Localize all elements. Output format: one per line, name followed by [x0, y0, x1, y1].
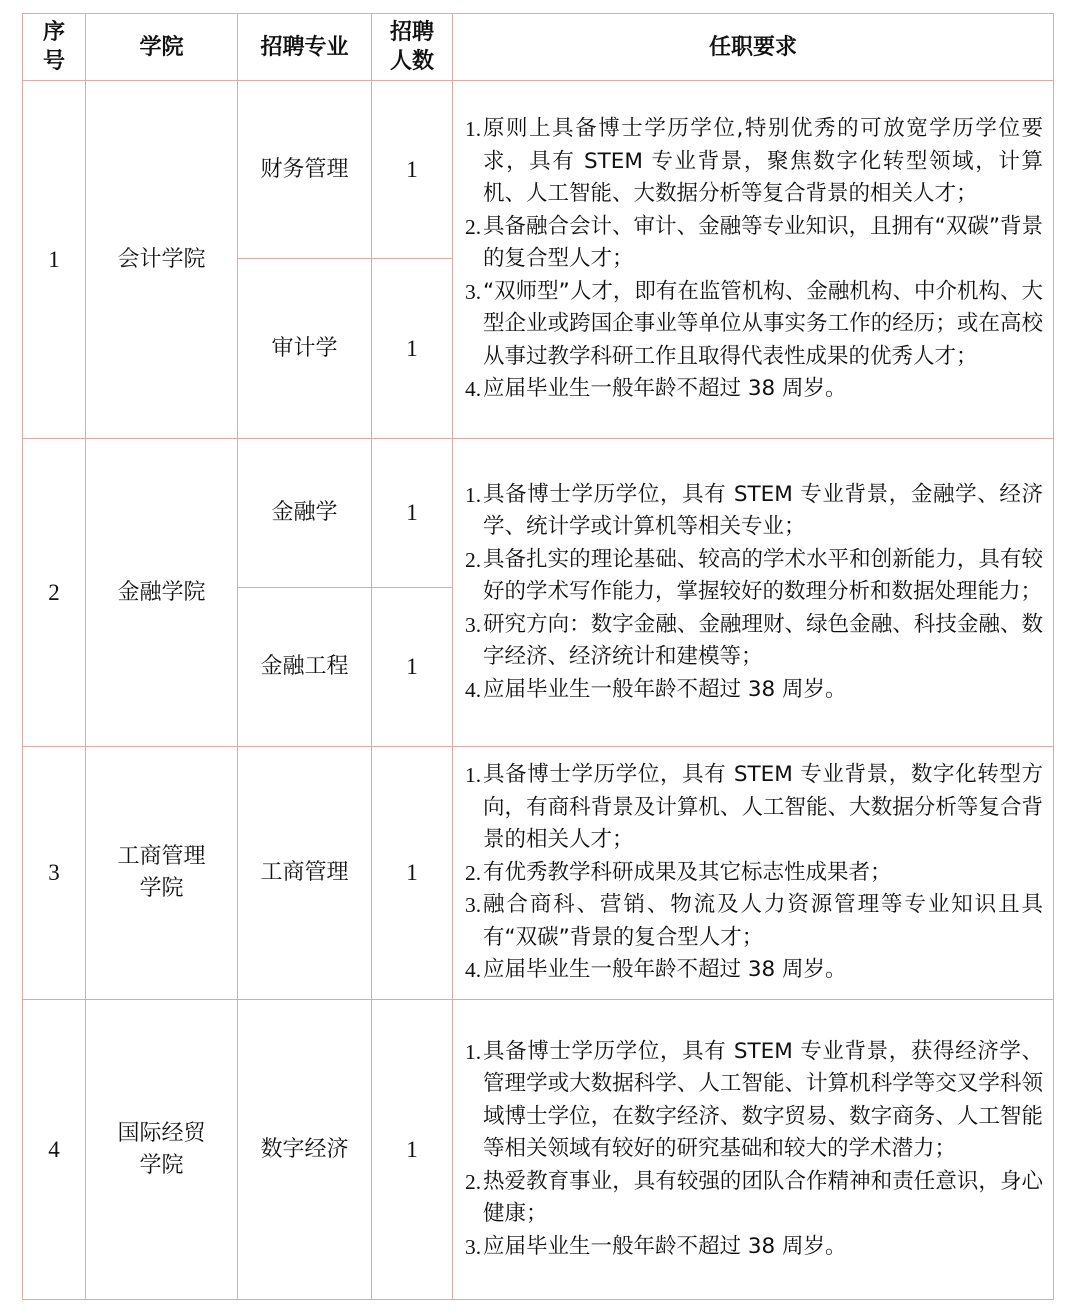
college-cell: 工商管理学院 [86, 747, 238, 1000]
count-cell: 1 [372, 747, 453, 1000]
count-cell: 1 [372, 588, 453, 747]
table-row [23, 439, 1054, 588]
requirement-item: 2. 具备融合会计、审计、金融等专业知识，且拥有“双碳”背景的复合型人才； [465, 213, 1043, 272]
count-cell: 1 [372, 1000, 453, 1300]
header-major: 招聘专业 [238, 14, 372, 81]
requirements-cell [453, 81, 1054, 439]
major-cell: 工商管理 [238, 747, 372, 1000]
requirements-list [465, 759, 1043, 987]
major-cell: 审计学 [238, 259, 372, 439]
major-cell: 金融工程 [238, 588, 372, 747]
requirements-cell [453, 1000, 1054, 1300]
requirement-item: 3. 融合商科、营销、物流及人力资源管理等专业知识且具有“双碳”背景的复合型人才； [465, 892, 1043, 950]
requirement-item: 1. 具备博士学历学位，具有 STEM 专业背景，金融学、经济学、统计学或计算机等相关专业； [465, 481, 1043, 540]
seq-cell: 4 [23, 1000, 86, 1300]
requirements-list [465, 479, 1043, 707]
count-cell: 1 [372, 259, 453, 439]
major-cell: 数字经济 [238, 1000, 372, 1300]
requirements-cell [453, 747, 1054, 1000]
major-cell: 金融学 [238, 439, 372, 588]
header-college: 学院 [86, 14, 238, 81]
count-cell: 1 [372, 439, 453, 588]
college-cell: 会计学院 [86, 81, 238, 439]
requirement-item: 1. 原则上具备博士学历学位,特别优秀的可放宽学历学位要求，具有 STEM 专业背景，聚焦数字化转型领域，计算机、人工智能、大数据分析等复合背景的相关人才； [465, 116, 1043, 207]
table-row [23, 1000, 1054, 1300]
requirement-item: 3. “双师型”人才，即有在监管机构、金融机构、中介机构、大型企业或跨国企事业等单位从事实务工作的经历；或在高校从事过教学科研工作且取得代表性成果的优秀人才； [465, 278, 1043, 369]
seq-cell: 3 [23, 747, 86, 1000]
header-count: 招聘人数 [372, 14, 453, 81]
requirement-item: 4. 应届毕业生一般年龄不超过 38 周岁。 [465, 376, 847, 402]
major-cell: 财务管理 [238, 81, 372, 259]
table-row [23, 81, 1054, 259]
requirement-item: 2. 有优秀教学科研成果及其它标志性成果者； [465, 859, 892, 885]
header-requirements: 任职要求 [453, 14, 1054, 81]
count-cell: 1 [372, 81, 453, 259]
requirements-list [465, 113, 1043, 406]
requirements-list [465, 1036, 1043, 1264]
header-seq: 序号 [23, 14, 86, 81]
requirement-item: 1. 具备博士学历学位，具有 STEM 专业背景，获得经济学、管理学或大数据科学、人工智能、计算机科学等交叉学科领域博士学位，在数字经济、数字贸易、数字商务、人工智能等相关领域有较好的研究基础和较大的学术潜力； [465, 1038, 1043, 1162]
requirements-cell [453, 439, 1054, 747]
college-cell: 国际经贸学院 [86, 1000, 238, 1300]
college-cell: 金融学院 [86, 439, 238, 747]
header-row [23, 14, 1054, 81]
requirement-item: 1. 具备博士学历学位，具有 STEM 专业背景，数字化转型方向，有商科背景及计算机、人工智能、大数据分析等复合背景的相关人才； [465, 762, 1043, 853]
seq-cell: 2 [23, 439, 86, 747]
requirement-item: 3. 应届毕业生一般年龄不超过 38 周岁。 [465, 1233, 847, 1259]
requirement-item: 3. 研究方向：数字金融、金融理财、绿色金融、科技金融、数字经济、经济统计和建模等； [465, 611, 1043, 670]
requirement-item: 2. 热爱教育事业，具有较强的团队合作精神和责任意识，身心健康； [465, 1168, 1043, 1227]
requirement-item: 4. 应届毕业生一般年龄不超过 38 周岁。 [465, 957, 847, 983]
requirement-item: 4. 应届毕业生一般年龄不超过 38 周岁。 [465, 676, 847, 702]
recruitment-table [22, 13, 1054, 1300]
seq-cell: 1 [23, 81, 86, 439]
requirement-item: 2. 具备扎实的理论基础、较高的学术水平和创新能力，具有较好的学术写作能力，掌握较好的数理分析和数据处理能力； [465, 546, 1043, 605]
table-row [23, 747, 1054, 1000]
